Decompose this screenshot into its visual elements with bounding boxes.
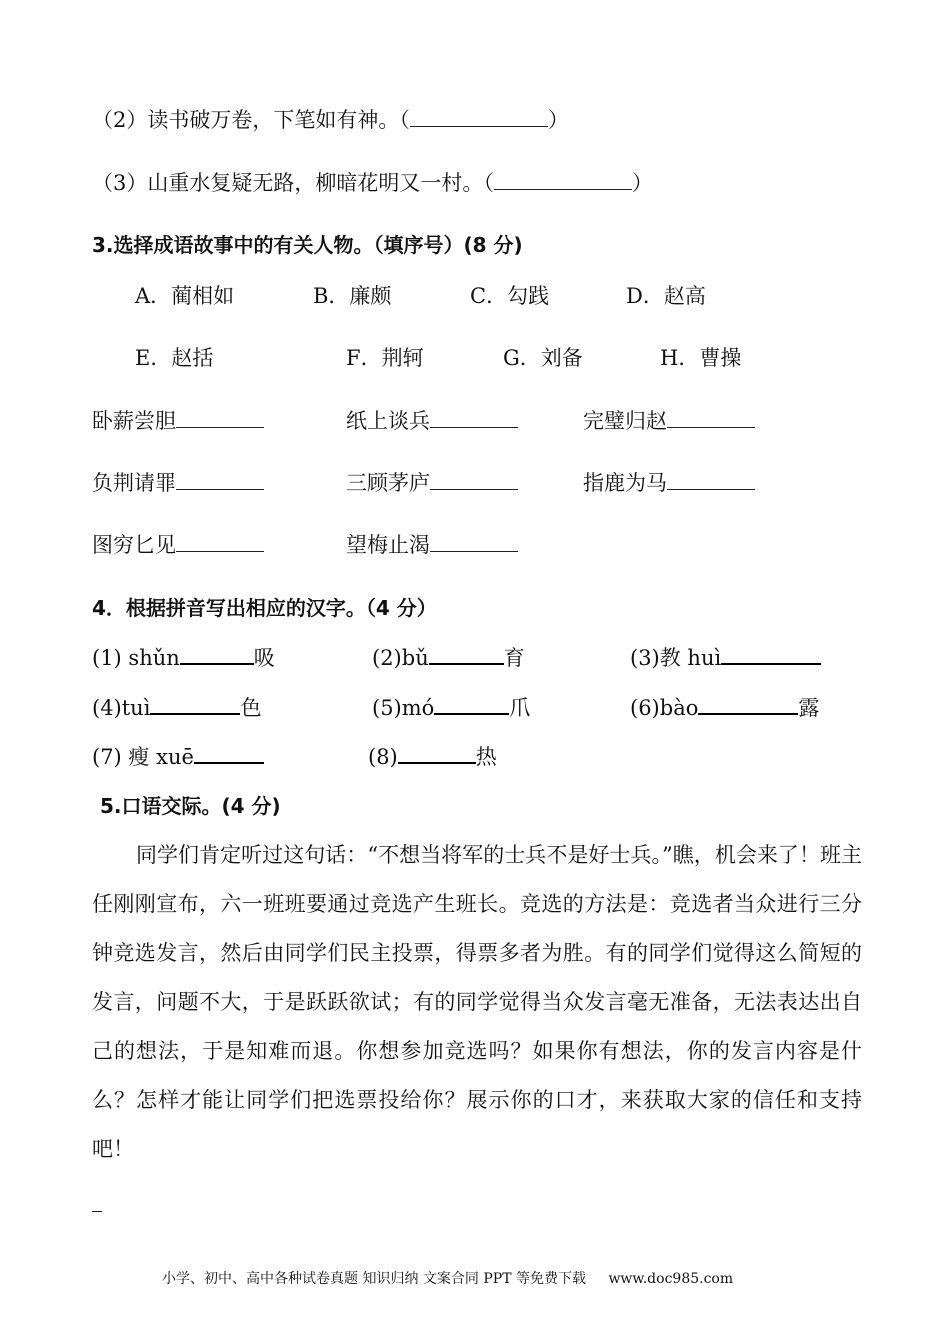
question-4-title: 4．根据拼音写出相应的汉字。（4 分）	[92, 596, 437, 620]
answer-blank[interactable]	[150, 695, 240, 715]
answer-blank[interactable]	[398, 744, 476, 764]
option-a: A．蔺相如	[135, 284, 235, 308]
idiom-item: 望梅止渴	[346, 529, 518, 559]
pinyin-item: (5)mó 爪	[372, 696, 531, 720]
pinyin-item: (2)bǔ 育	[372, 646, 525, 670]
option-c: C．勾践	[470, 284, 550, 308]
footer-url[interactable]: www.doc985.com	[608, 1271, 734, 1287]
answer-blank[interactable]	[430, 409, 518, 428]
pinyin-item: (6)bào 露	[630, 696, 820, 720]
answer-blank[interactable]	[429, 645, 504, 665]
answer-blank[interactable]	[410, 108, 548, 127]
idiom-item: 完璧归赵	[583, 405, 755, 435]
poem-line-2: （2）读书破万卷，下笔如有神。（ ）	[92, 108, 569, 132]
answer-blank[interactable]	[434, 695, 509, 715]
answer-blank[interactable]	[494, 171, 632, 190]
footer-text: 小学、初中、高中各种试卷真题 知识归纳 文案合同 PPT 等免费下载	[162, 1271, 586, 1287]
pinyin-item: (7) 瘦 xuē	[92, 741, 264, 771]
answer-blank[interactable]	[176, 471, 264, 490]
option-b: B．廉颇	[313, 284, 392, 308]
answer-blank[interactable]	[180, 645, 254, 665]
answer-blank[interactable]	[176, 409, 264, 428]
option-g: G．刘备	[503, 346, 583, 370]
idiom-item: 负荆请罪	[92, 467, 264, 497]
question-3-title: 3.选择成语故事中的有关人物。（填序号）(8 分)	[92, 233, 523, 257]
option-h: H．曹操	[660, 346, 742, 370]
pinyin-item: (3)教 huì	[630, 642, 821, 672]
answer-blank[interactable]	[176, 533, 264, 552]
answer-blank[interactable]	[667, 471, 755, 490]
stray-dash	[92, 1211, 102, 1212]
oral-communication-paragraph: 同学们肯定听过这句话：“不想当将军的士兵不是好士兵。”瞧，机会来了！班主任刚刚宣布，六一班班要通过竞选产生班长。竞选的方法是：竞选者当众进行三分钟竞选发言，然后由同学们民主投票，得票多者为胜。有的同学们觉得这么简短的发言，问题不大，于是跃跃欲试；有的同学觉得当众发言毫无准备，无法表达出自己的想法，于是知难而退。你想参加竞选吗？如果你有想法，你的发言内容是什么？怎样才能让同学们把选票投给你？展示你的口才，来获取大家的信任和支持吧！	[92, 843, 862, 1161]
option-d: D．赵高	[626, 284, 706, 308]
answer-blank[interactable]	[430, 471, 518, 490]
answer-blank[interactable]	[721, 645, 821, 665]
idiom-item: 图穷匕见	[92, 529, 264, 559]
idiom-item: 卧薪尝胆	[92, 405, 264, 435]
answer-blank[interactable]	[430, 533, 518, 552]
idiom-item: 三顾茅庐	[346, 467, 518, 497]
poem-line-3: （3）山重水复疑无路，柳暗花明又一村。（ ）	[92, 171, 653, 195]
option-f: F．荆轲	[346, 346, 424, 370]
option-e: E．赵括	[135, 346, 214, 370]
pinyin-item: (8) 热	[368, 745, 497, 769]
idiom-item: 纸上谈兵	[346, 405, 518, 435]
pinyin-item: (1) shǔn 吸	[92, 646, 275, 670]
answer-blank[interactable]	[667, 409, 755, 428]
answer-blank[interactable]	[194, 744, 264, 764]
question-5-title: 5.口语交际。(4 分)	[100, 794, 281, 818]
answer-blank[interactable]	[698, 695, 798, 715]
footer	[162, 1268, 733, 1288]
idiom-item: 指鹿为马	[583, 467, 755, 497]
pinyin-item: (4)tuì 色	[92, 696, 262, 720]
